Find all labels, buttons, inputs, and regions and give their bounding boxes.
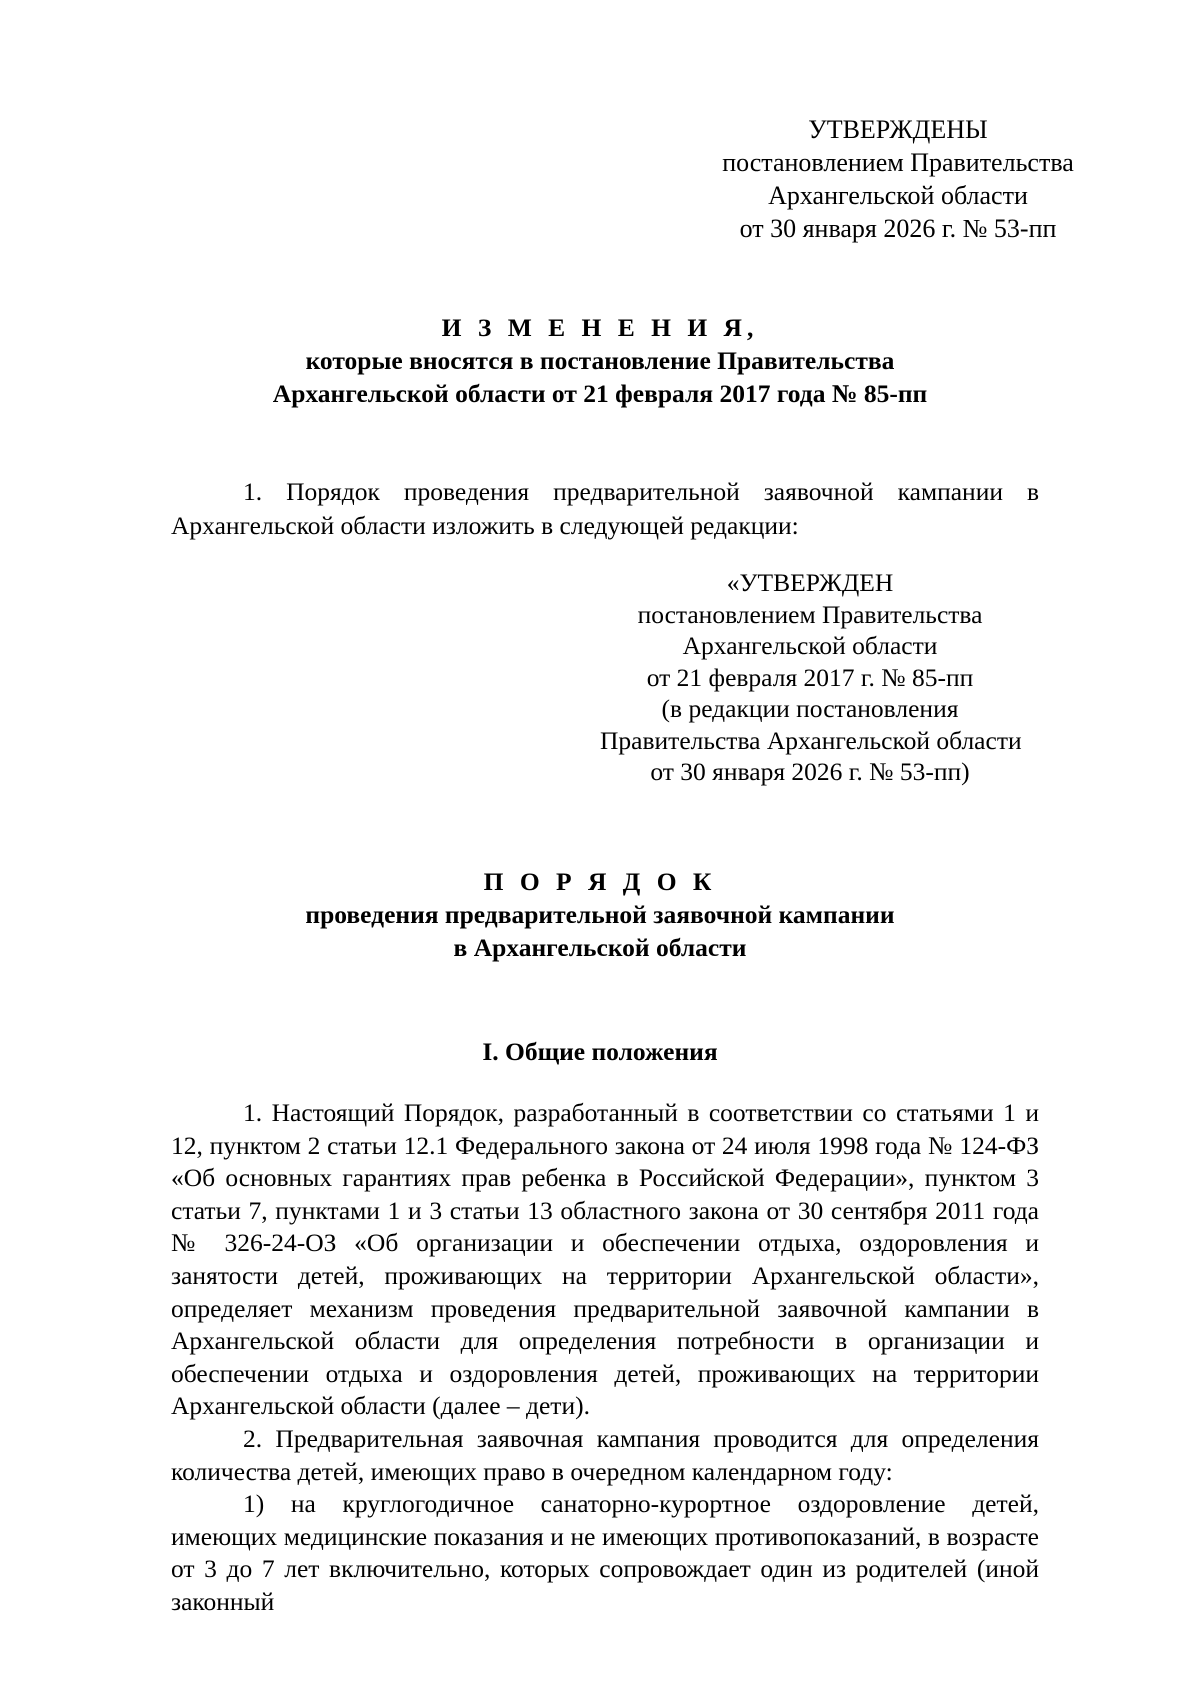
paragraph-2-1: 1) на круглогодичное санаторно-курортное оздоровление детей, имеющих медицинские показания и не имеющих противопоказаний, в возрасте от 3 до 7 лет включительно, которых сопровождает один из родителей (иной законный [171, 1489, 1039, 1616]
order-subtitle-line: в Архангельской области [453, 933, 747, 962]
changes-heading [160, 311, 1040, 410]
order-title: П О Р Я Д О К [483, 867, 717, 896]
order-subtitle-line: проведения предварительной заявочной кампании [305, 900, 895, 929]
main-text-block [171, 1097, 1039, 1619]
approval-stamp-line: УТВЕРЖДЕНЫ [808, 115, 988, 144]
inner-stamp-line: (в редакции постановления [661, 694, 959, 723]
inner-stamp-line: Правительства Архангельской области [600, 725, 1022, 755]
approval-stamp-line: постановлением Правительства [722, 148, 1074, 177]
inner-stamp-line: Архангельской области [682, 631, 938, 660]
paragraph-2: 2. Предварительная заявочная кампания проводится для определения количества детей, имеющих право в очередном календарном году: [171, 1423, 1039, 1486]
inner-approval-stamp [600, 567, 1020, 788]
changes-title: И З М Е Н Е Н И Я, [441, 313, 759, 342]
approval-stamp-line: от 30 января 2026 г. № 53-пп [739, 214, 1057, 243]
changes-subtitle-line: которые вносятся в постановление Правительства [305, 346, 895, 375]
approval-stamp [698, 113, 1098, 245]
approval-stamp-line: Архангельской области [768, 181, 1028, 210]
inner-stamp-line: «УТВЕРЖДЕН [726, 568, 894, 597]
order-heading [160, 865, 1040, 964]
section-title: I. Общие положения [482, 1037, 718, 1066]
changes-subtitle-line: Архангельской области от 21 февраля 2017 года № 85-пп [272, 379, 928, 408]
section-heading [160, 1035, 1040, 1068]
inner-stamp-line: от 30 января 2026 г. № 53-пп) [650, 757, 970, 786]
item-1-block [171, 475, 1039, 543]
item-1-paragraph: 1. Порядок проведения предварительной заявочной кампании в Архангельской области изложить в следующей редакции: [171, 477, 1039, 540]
inner-stamp-line: постановлением Правительства [637, 599, 983, 629]
inner-stamp-line: от 21 февраля 2017 г. № 85-пп [646, 662, 974, 692]
paragraph-1: 1. Настоящий Порядок, разработанный в соответствии со статьями 1 и 12, пунктом 2 статьи 12.1 Федерального закона от 24 июля 1998 года № 124-ФЗ «Об основных гарантиях прав ребенка в Российской Федерации», пунктом 3 статьи 7, пунктами 1 и 3 статьи 13 областного закона от 30 сентября 2011 года № 326-24-ОЗ «Об организации и обеспечении отдыха, оздоровления и занятости детей, проживающих на территории Архангельской области», определяет механизм проведения предварительной заявочной кампании в Архангельской области для определения потребности в организации и обеспечении отдыха и оздоровления детей, проживающих на территории Архангельской области (далее – дети). [171, 1098, 1039, 1421]
